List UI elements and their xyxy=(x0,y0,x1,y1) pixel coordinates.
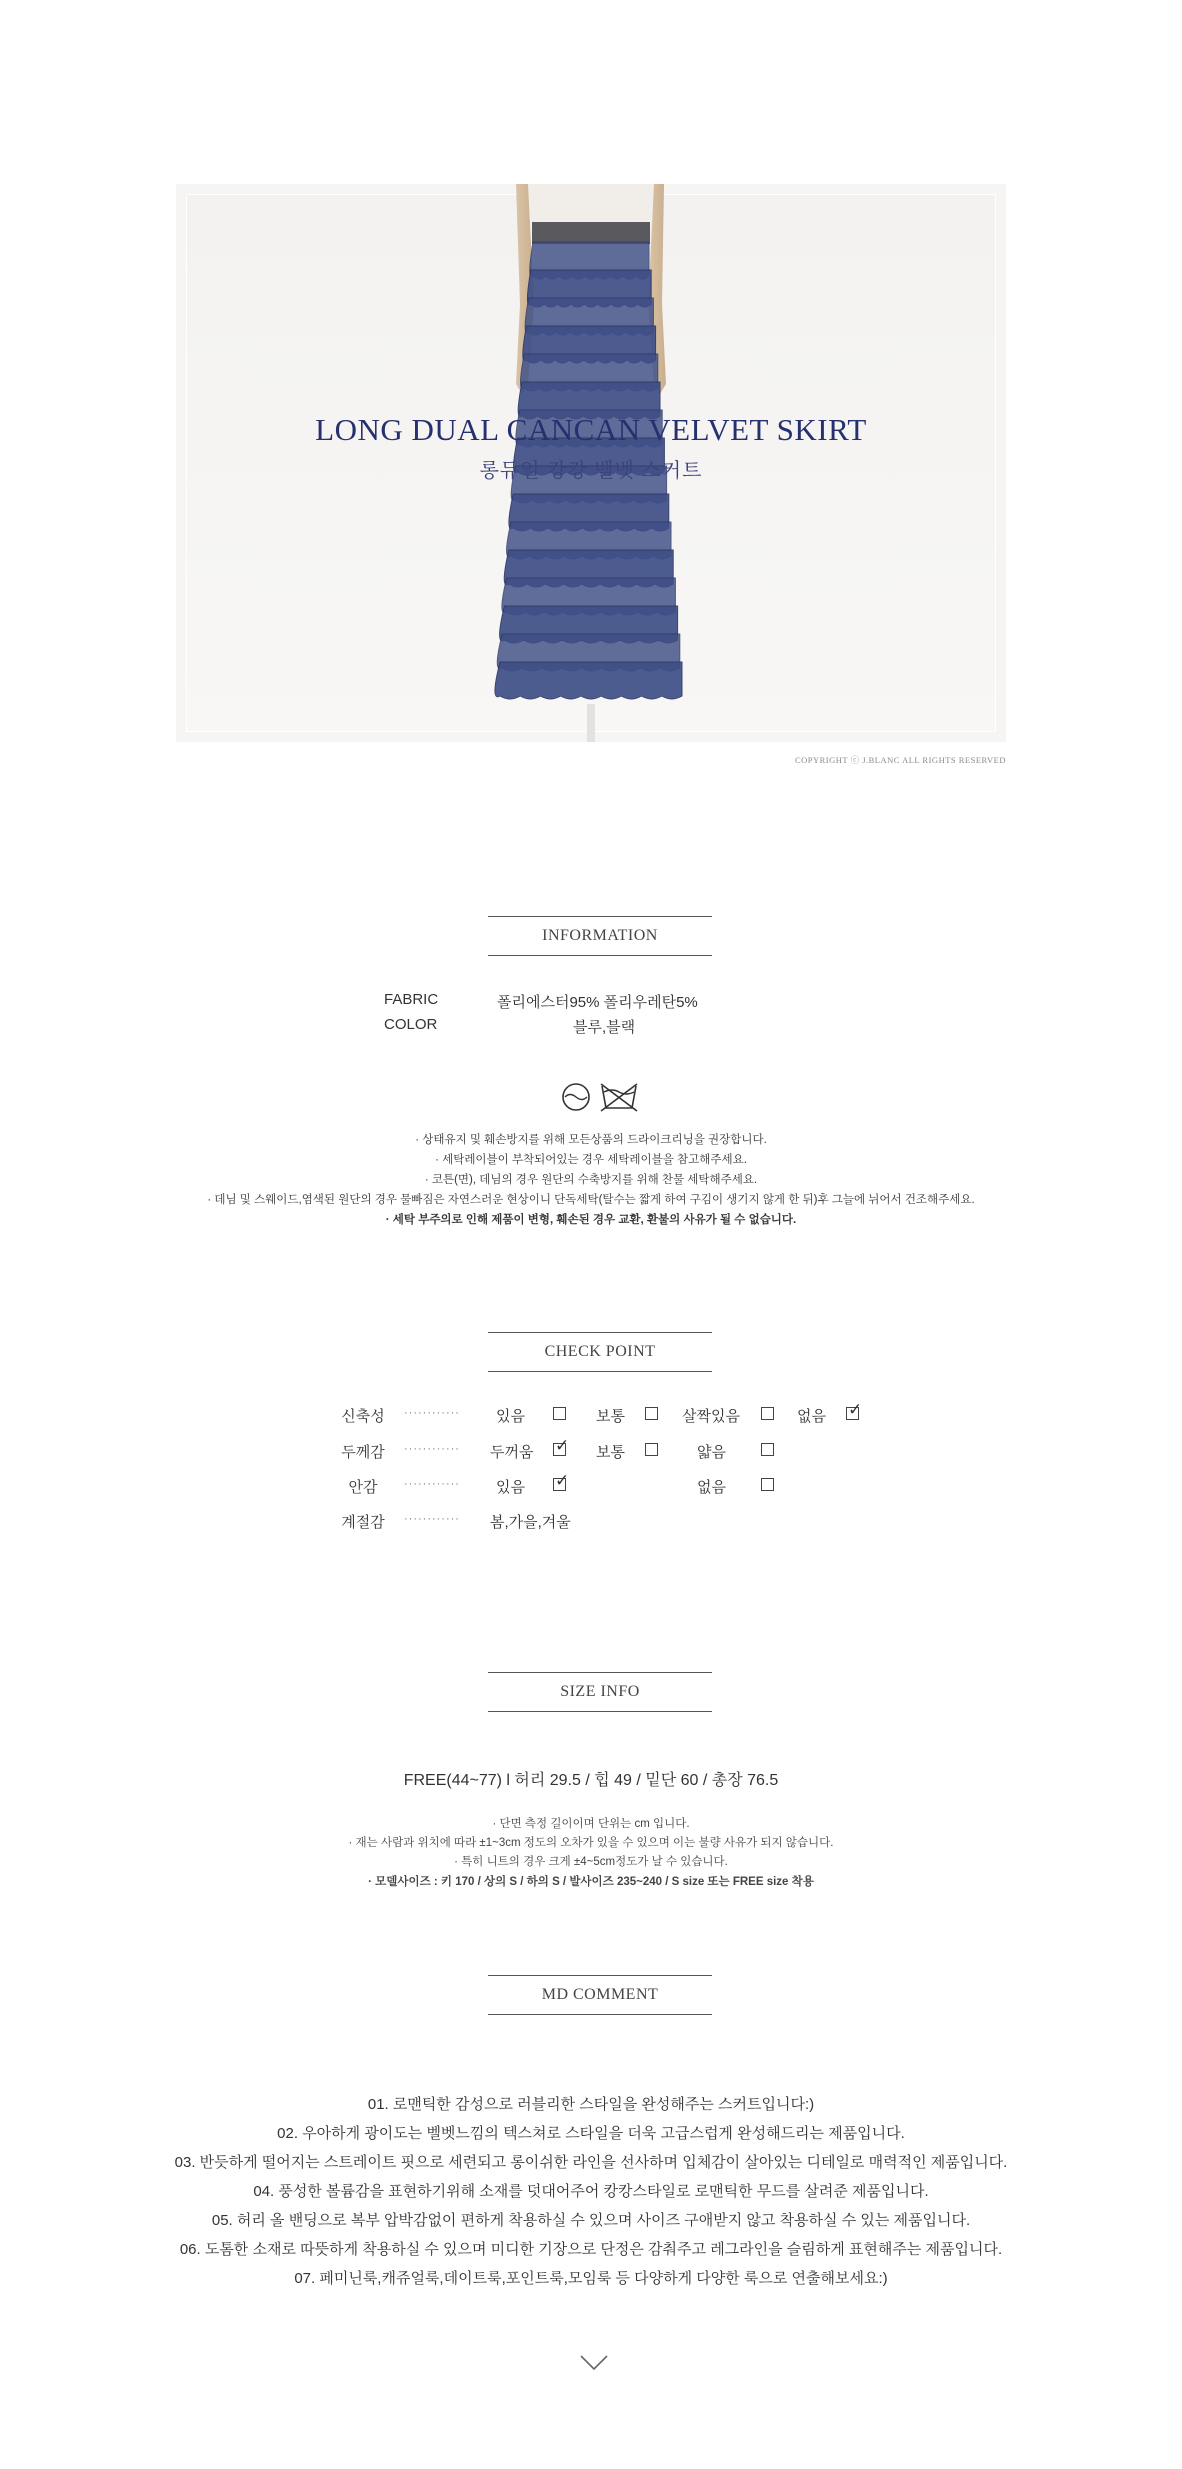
care-note: · 데님 및 스웨이드,염색된 원단의 경우 물빠짐은 자연스러운 현상이니 단독세탁(탈수는 짧게 하여 구김이 생기지 않게 한 뒤)후 그늘에 뉘어서 건조해주세요. xyxy=(207,1194,975,1206)
product-title: LONG DUAL CANCAN VELVET SKIRT xyxy=(315,412,867,447)
option-label: 있음 xyxy=(496,1479,525,1496)
checkbox-stretch-none[interactable] xyxy=(846,1400,863,1420)
color-label: COLOR xyxy=(384,1016,438,1033)
fabric-value: 폴리에스터95% 폴리우레탄5% xyxy=(497,994,698,1011)
size-note: · 재는 사람과 위치에 따라 ±1~3cm 정도의 오차가 있을 수 있으며 이는 불량 사유가 되지 않습니다. xyxy=(348,1837,834,1849)
md-comment-line: 02. 우아하게 광이도는 벨벳느낌의 텍스쳐로 스타일을 더욱 고급스럽게 완성해드리는 제품입니다. xyxy=(277,2125,905,2142)
care-note: · 세탁레이블이 부착되어있는 경우 세탁레이블을 참고해주세요. xyxy=(435,1154,747,1166)
season-value: 봄,가을,겨울 xyxy=(490,1514,571,1531)
dot-leader: ············ xyxy=(404,1478,460,1490)
checkbox-lining-no[interactable] xyxy=(761,1478,774,1491)
size-note: · 특히 니트의 경우 크게 ±4~5cm정도가 날 수 있습니다. xyxy=(454,1856,728,1868)
checkbox-thickness-thick[interactable] xyxy=(553,1436,570,1456)
checkbox-stretch-slight[interactable] xyxy=(761,1407,774,1420)
md-comment-line: 07. 페미닌룩,캐쥬얼룩,데이트룩,포인트룩,모임룩 등 다양하게 다양한 룩으로 연출해보세요:) xyxy=(294,2270,888,2287)
size-note: · 단면 측정 길이이며 단위는 cm 입니다. xyxy=(492,1818,690,1830)
checkpoint-label-stretch: 신축성 xyxy=(341,1408,385,1425)
information-heading: INFORMATION xyxy=(488,916,712,956)
dot-leader: ············ xyxy=(404,1513,460,1525)
md-comment-line: 01. 로맨틱한 감성으로 러블리한 스타일을 완성해주는 스커트입니다:) xyxy=(367,2096,815,2113)
check-point-heading: CHECK POINT xyxy=(488,1332,712,1372)
fabric-label: FABRIC xyxy=(384,991,439,1008)
care-warning: · 세탁 부주의로 인해 제품이 변형, 훼손된 경우 교환, 환불의 사유가 될 수 없습니다. xyxy=(385,1214,797,1226)
skirt-ruffle xyxy=(495,662,682,699)
checkbox-lining-yes[interactable] xyxy=(553,1471,570,1491)
checkbox-thickness-normal[interactable] xyxy=(645,1443,658,1456)
md-comment-line: 03. 반듯하게 떨어지는 스트레이트 핏으로 세련되고 롱이쉬한 라인을 선사하며 입체감이 살아있는 디테일로 매력적인 제품입니다. xyxy=(174,2154,1008,2171)
checkbox-thickness-thin[interactable] xyxy=(761,1443,774,1456)
model-size-note: · 모델사이즈 : 키 170 / 상의 S / 하의 S / 발사이즈 235~240 / S size 또는 FREE size 착용 xyxy=(368,1876,814,1888)
md-comment-heading: MD COMMENT xyxy=(488,1975,712,2015)
color-value: 블루,블랙 xyxy=(573,1019,636,1036)
option-label: 없음 xyxy=(697,1479,726,1496)
no-machine-wash-icon xyxy=(601,1084,637,1111)
size-measurements: FREE(44~77) l 허리 29.5 / 힙 49 / 밑단 60 / 총장 76.5 xyxy=(403,1772,779,1789)
check-mark-icon: ✓ xyxy=(848,1400,863,1419)
hand-wash-icon xyxy=(563,1084,589,1110)
check-mark-icon: ✓ xyxy=(555,1471,570,1490)
option-label: 보통 xyxy=(596,1444,625,1461)
option-label: 두꺼움 xyxy=(490,1444,534,1461)
checkpoint-label-season: 계절감 xyxy=(341,1514,385,1531)
option-label: 얇음 xyxy=(697,1444,726,1461)
md-comment-line: 05. 허리 올 밴딩으로 복부 압박감없이 편하게 착용하실 수 있으며 사이즈 구애받지 않고 착용하실 수 있는 제품입니다. xyxy=(211,2212,971,2229)
chevron-down-icon[interactable] xyxy=(579,2354,609,2372)
md-comment-line: 04. 풍성한 볼륨감을 표현하기위해 소재를 덧대어주어 캉캉스타일로 로맨틱한 무드를 살려준 제품입니다. xyxy=(253,2183,929,2200)
md-comment-line: 06. 도톰한 소재로 따뜻하게 착용하실 수 있으며 미디한 기장으로 단정은 감춰주고 레그라인을 슬림하게 표현해주는 제품입니다. xyxy=(179,2241,1003,2258)
option-label: 있음 xyxy=(496,1408,525,1425)
hero-image xyxy=(176,184,1006,742)
option-label: 없음 xyxy=(797,1408,826,1425)
size-info-heading: SIZE INFO xyxy=(488,1672,712,1712)
option-label: 보통 xyxy=(596,1408,625,1425)
care-icons xyxy=(560,1080,640,1114)
option-label: 살짝있음 xyxy=(682,1408,740,1425)
dot-leader: ············ xyxy=(404,1407,460,1419)
care-note: · 코튼(면), 데님의 경우 원단의 수축방지를 위해 찬물 세탁해주세요. xyxy=(424,1174,758,1186)
checkpoint-label-lining: 안감 xyxy=(348,1479,378,1496)
checkbox-stretch-yes[interactable] xyxy=(553,1407,566,1420)
dot-leader: ············ xyxy=(404,1443,460,1455)
checkpoint-label-thickness: 두께감 xyxy=(341,1444,385,1461)
checkbox-stretch-normal[interactable] xyxy=(645,1407,658,1420)
check-mark-icon: ✓ xyxy=(555,1436,570,1455)
copyright-text: COPYRIGHT ⓒ J.BLANC ALL RIGHTS RESERVED xyxy=(794,755,1006,765)
product-subtitle: 롱듀얼 캉캉 벨벳 스커트 xyxy=(479,460,703,482)
care-note: · 상태유지 및 훼손방지를 위해 모든상품의 드라이크리닝을 권장합니다. xyxy=(415,1134,767,1146)
